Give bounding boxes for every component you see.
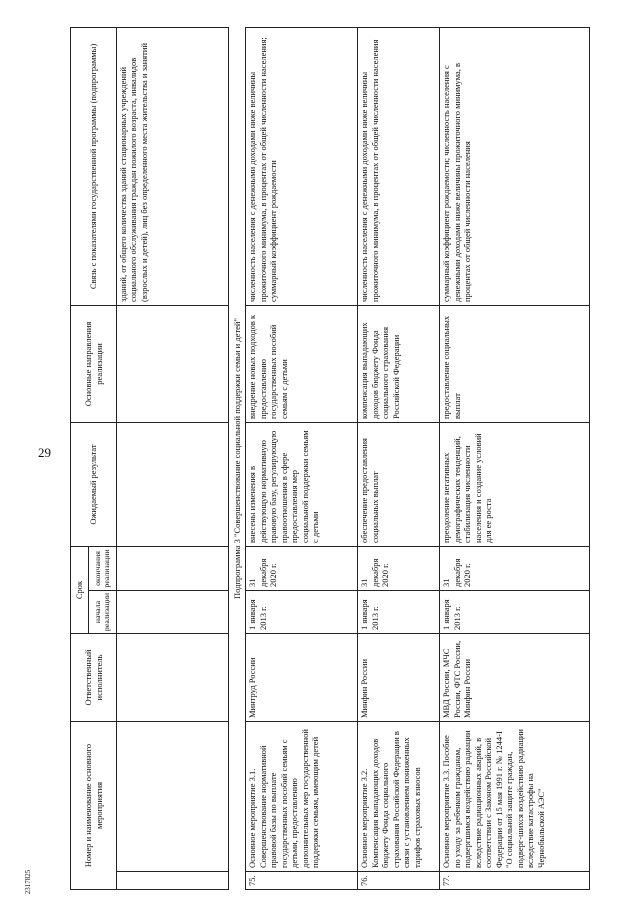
cell-end: 31 декабря 2020 г. <box>440 547 590 591</box>
page-number: 29 <box>38 445 51 460</box>
cell-link-continued: зданий, от общего количества зданий стационарных учреждений социального обслуживания граждан пожилого возраста, инвалидов (взрослых и детей), лиц без определенного места жительства и занятий <box>117 28 229 306</box>
table-row <box>246 28 358 890</box>
cell-num: 77. <box>440 872 590 890</box>
header-directions: Основные направления реализации <box>71 306 117 423</box>
table-row <box>440 28 590 890</box>
cell-executor: Минтруд России <box>246 634 358 722</box>
subprogram-title: Подпрограмма 3 "Совершенствование социальной поддержки семьи и детей" <box>229 28 246 890</box>
cell-start: 1 января 2013 г. <box>246 591 358 634</box>
cell-num: 75. <box>246 872 358 890</box>
header-end: окончания реализации <box>89 547 117 591</box>
cell-link: суммарный коэффициент рождаемости; численность населения с денежными доходами ниже величины прожиточного минимума, в процентах от общей численности населения <box>440 28 590 306</box>
header-term: Срок <box>71 547 89 634</box>
cell-executor: МВД России, МЧС России, ФТС России, Минфин России <box>440 634 590 722</box>
cell-result: преодоление негативных демографических тенденций, стабилизация численности населения и создание условий для ее роста <box>440 423 590 547</box>
header-executor: Ответственный исполнитель <box>71 634 117 722</box>
cell-end: 31 декабря 2020 г. <box>246 547 358 591</box>
cell-measure: Основное мероприятие 3.2. Компенсация выпадающих доходов бюджету Фонда социального страхования Российской Федерации в связи с установлением пониженных тарифов страховых взносов <box>358 722 440 872</box>
cell-start: 1 января 2013 г. <box>358 591 440 634</box>
cell-result: внесены изменения в действующую нормативную правовую базу, регулирующую правоотношения в сфере предоставления мер социальной поддержки семьям с детьми <box>246 423 358 547</box>
header-start: начала реализации <box>89 591 117 634</box>
cell-measure: Основное мероприятие 3.3. Пособие по уходу за ребенком гражданам, подвергшимся воздействию радиации вследствие радиационных аварий, в соответствии с Законом Российской Федерации от 15 мая 1991 г. № 1244-I "О социальной защите граждан, подверг-шихся воздействию радиации вследствие катастрофы на Чернобыльской АЭС" <box>440 722 590 872</box>
measures-table <box>70 27 590 890</box>
cell-num: 76. <box>358 872 440 890</box>
table-header <box>71 28 117 890</box>
cell-link: численность населения с денежными доходами ниже величины прожиточного минимума, в процентах от общей численности населения; суммарный коэффициент рождаемости <box>246 28 358 306</box>
cell-start: 1 января 2013 г. <box>440 591 590 634</box>
cell-end: 31 декабря 2020 г. <box>358 547 440 591</box>
cell-directions: предоставление социальных выплат <box>440 306 590 423</box>
rotated-table-container <box>70 28 640 890</box>
cell-executor: Минфин России <box>358 634 440 722</box>
subprogram-title-row <box>229 28 246 890</box>
header-measure: Номер и наименование основного мероприятия <box>71 722 117 890</box>
cell-measure: Основное мероприятие 3.1. Совершенствование нормативной правовой базы по выплате государственных пособий семьям с детьми, предоставлению дополнительных мер государственной поддержки семьям, имеющим детей <box>246 722 358 872</box>
document-code: 2317825 <box>24 869 32 895</box>
cell-directions: компенсация выпадающих доходов бюджету Фонда социального страхования Российской Федерации <box>358 306 440 423</box>
cell-link: численность населения с денежными доходами ниже величины прожиточного минимума, в процентах от общей численности населения <box>358 28 440 306</box>
header-result: Ожидаемый результат <box>71 423 117 547</box>
cell-directions: внедрение новых подходов к предоставлению государственных пособий семьям с детьми <box>246 306 358 423</box>
cell-result: обеспечение предоставления социальных выплат <box>358 423 440 547</box>
table-row <box>358 28 440 890</box>
table-row-continued <box>117 28 229 890</box>
header-link: Связь с показателями государственной программы (подпрограммы) <box>71 28 117 306</box>
